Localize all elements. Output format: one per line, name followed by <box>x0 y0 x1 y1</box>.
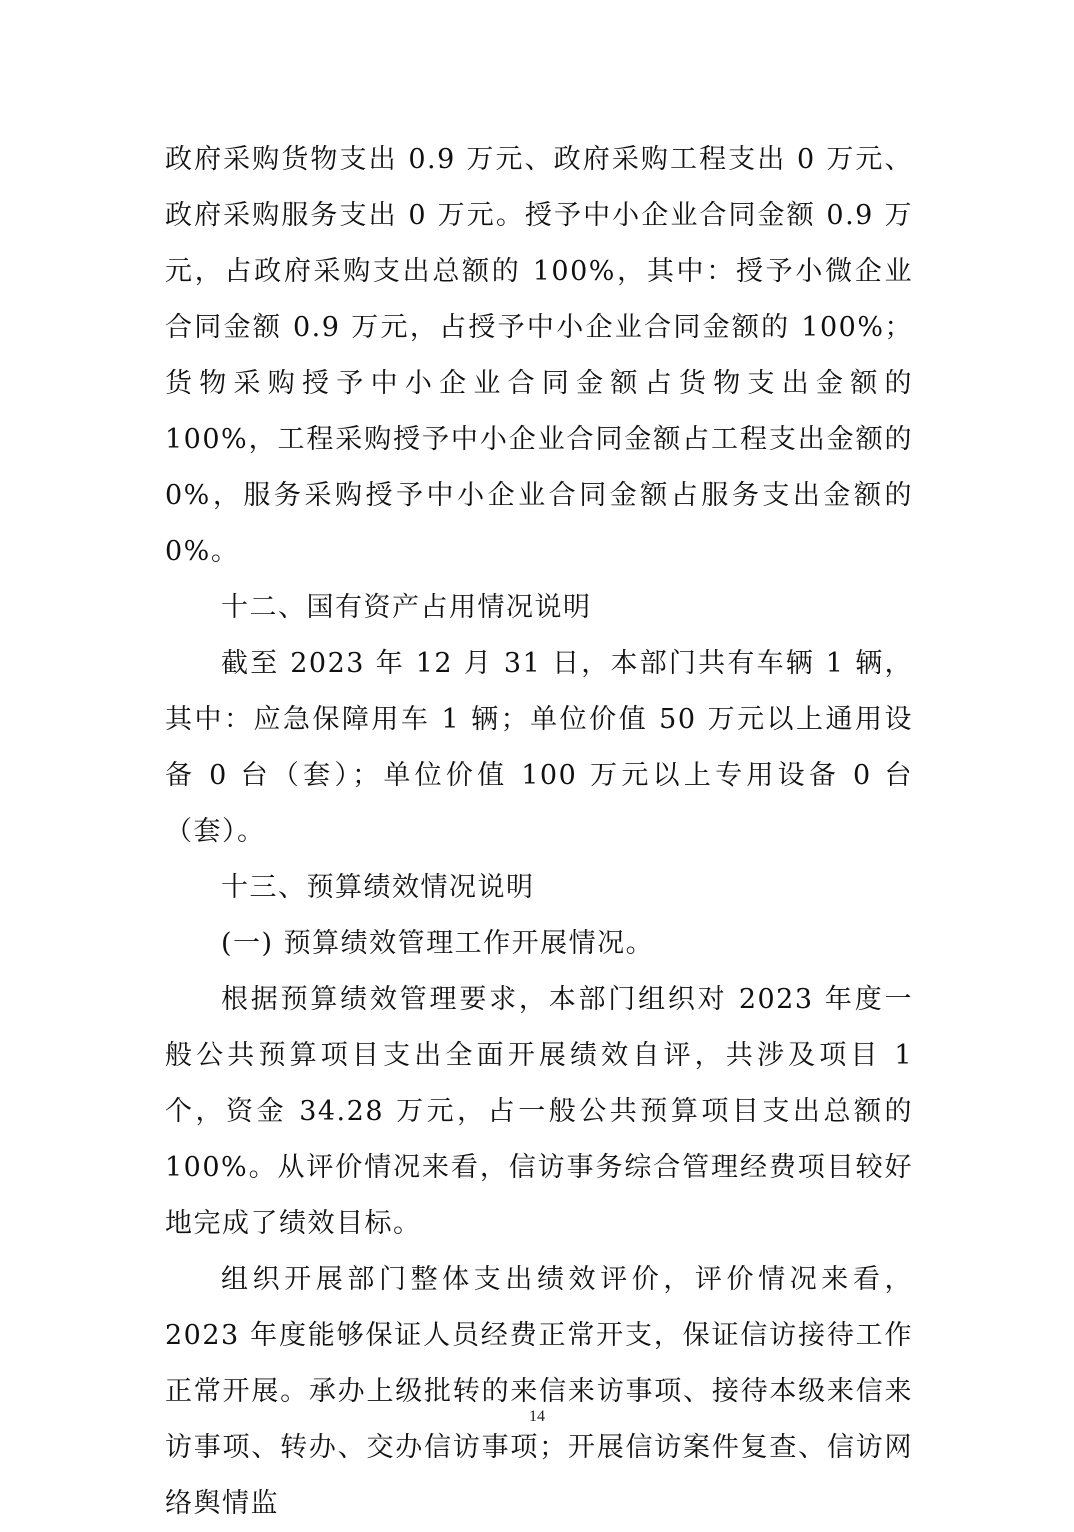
page-number: 14 <box>529 1408 545 1425</box>
section-heading-13: 十三、预算绩效情况说明 <box>221 872 535 903</box>
subsection-heading-1: (一) 预算绩效管理工作开展情况。 <box>221 928 655 959</box>
paragraph-self-evaluation: 根据预算绩效管理要求，本部门组织对 2023 年度一般公共预算项目支出全面开展绩效自评，共涉及项目 1 个，资金 34.28 万元，占一般公共预算项目支出总额的 100%。从评价情况来看，信访事务综合管理经费项目较好地完成了绩效目标。 <box>165 984 913 1239</box>
paragraph-assets: 截至 2023 年 12 月 31 日，本部门共有车辆 1 辆，其中：应急保障用车 1 辆；单位价值 50 万元以上通用设备 0 台（套）；单位价值 100 万元以上专用设备 0 台（套）。 <box>165 648 913 847</box>
section-heading-12: 十二、国有资产占用情况说明 <box>221 592 592 623</box>
paragraph-overall-evaluation: 组织开展部门整体支出绩效评价，评价情况来看，2023 年度能够保证人员经费正常开支，保证信访接待工作正常开展。承办上级批转的来信来访事项、接待本级来信来访事项、转办、交办信访事项；开展信访案件复查、信访网络舆情监 <box>165 1264 913 1519</box>
paragraph-procurement: 政府采购货物支出 0.9 万元、政府采购工程支出 0 万元、政府采购服务支出 0 万元。授予中小企业合同金额 0.9 万元，占政府采购支出总额的 100%，其中：授予小微企业合同金额 0.9 万元，占授予中小企业合同金额的 100%；货物采购授予中小企业合同金额占货物支出金额的 100%，工程采购授予中小企业合同金额占工程支出金额的 0%，服务采购授予中小企业合同金额占服务支出金额的 0%。 <box>165 144 913 567</box>
page-content <box>165 132 913 1532</box>
